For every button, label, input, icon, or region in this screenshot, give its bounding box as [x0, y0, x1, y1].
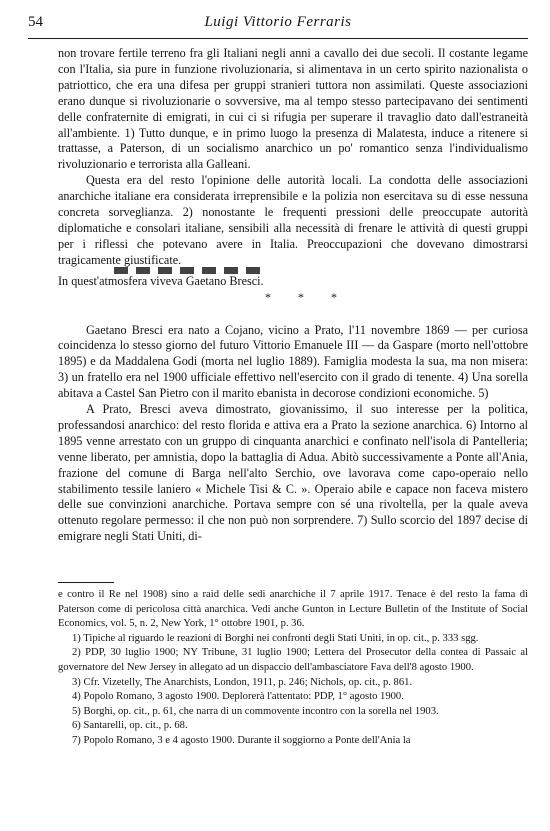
footnote-rule: [58, 582, 114, 583]
footnote-6: 6) Santarelli, op. cit., p. 68.: [72, 720, 188, 732]
paragraph-3: In quest'atmosfera viveva Gaetano Bresci.: [58, 273, 264, 288]
footnote-5: 5) Borghi, op. cit., p. 61, che narra di un commovente incontro con la sorella nel 1903.: [72, 705, 439, 717]
page-header: [28, 12, 528, 39]
footnote-7: 7) Popolo Romano, 3 e 4 agosto 1900. Durante il soggiorno a Ponte dell'Ania la: [72, 734, 411, 746]
footnotes: [58, 582, 528, 749]
paragraph-4: Gaetano Bresci era nato a Cojano, vicino a Prato, l'11 novembre 1869 — per curiosa coincidenza lo stesso giorno del futuro Vittorio Emanuele III — da Gaspare (morto nell'ottobre 1895) e da Maddalena Godi (morta nel luglio 1889). Famiglia modesta la sua, ma non misera: 3) un fratello era nel 1900 ufficiale effettivo nell'esercito con il grado di tenente. 4) Una sorella abitava a Castel San Pietro con il marito ebanista in decorose condizioni economiche. 5): [58, 322, 528, 401]
main-text: [58, 46, 528, 545]
section-break: * * *: [265, 289, 349, 304]
printing-artifact: [114, 267, 266, 274]
page-number: 54: [28, 14, 43, 30]
footnote-4: 4) Popolo Romano, 3 agosto 1900. Deplorerà l'attentato: PDP, 1° agosto 1900.: [72, 691, 404, 703]
footnote-1: 1) Tipiche al riguardo le reazioni di Borghi nei confronti degli Stati Uniti, in op. cit., p. 333 sgg.: [72, 632, 479, 644]
paragraph-2: Questa era del resto l'opinione delle autorità locali. La condotta delle associazioni anarchiche italiane era considerata irreprensibile e la polizia non esercitava su di esse nessuna concreta sorveglianza. 2) nonostante le frequenti pressioni delle preoccupate autorità diplomatiche e consolari italiane, sensibili alla necessità di frenare le attività di questi gruppi per i riflessi che potevano avere in Italia. Preoccupazioni che dovevano dimostrarsi tragicamente giustificate.: [58, 173, 528, 267]
footnote-2: 2) PDP, 30 luglio 1900; NY Tribune, 31 luglio 1900; Lettera del Prosecutor della contea di Passaic al governatore del New Jersey in allegato ad un dispaccio dell'ambasciatore Fava dell'8 agosto 1900.: [58, 647, 528, 673]
paragraph-5: A Prato, Bresci aveva dimostrato, giovanissimo, il suo interesse per la politica, professandosi anarchico: del resto florida e attiva era a Prato la sezione anarchica. 6) Intorno al 1895 venne arrestato con un gruppo di cinquanta anarchici e confinato nell'isola di Pantelleria; venne liberato, per amnistia, dopo la battaglia di Adua. Abitò successivamente a Ponte all'Ania, frazione del comune di Barga nell'alto Serchio, ove lavorava come capo-operaio nello stabilimento tessile laniero « Michele Tisi & C. ». Operaio abile e capace non faceva mistero delle sue convinzioni anarchiche. Portava sempre con sé una rivoltella, per la quale aveva ottenuto regolare permesso: il che non può non sorprendere. 7) Sullo scorcio del 1897 decise di emigrare negli Stati Uniti, di-: [58, 402, 528, 544]
paragraph-1: non trovare fertile terreno fra gli Italiani negli anni a cavallo dei due secoli. Il costante legame con l'Italia, sia pure in funzione rivoluzionaria, si alimentava in un certo spirito nazionalista o patriottico, che era una difesa per gruppi stranieri tuttora non assimilati. Queste associazioni erano dunque si rivoluzionarie o sovversive, ma al tempo stesso partecipavano dei sentimenti delle confraternite di emigrati, in cui ci si rifugia per superare il travaglio dato dall'estraneità all'ambiente. 1) Tutto dunque, e in primo luogo la presenza di Malatesta, induce a ritenere si trattasse, a Paterson, di un socialismo anarchico un po' romantico senza l'individualismo rivoluzionario e terrorista alla Galleani.: [58, 46, 528, 172]
footnote-continuation: e contro il Re nel 1908) sino a raid delle sedi anarchiche il 7 aprile 1917. Tenace è del resto la fama di Paterson come di pericolosa città anarchica. Vedi anche Gunton in Lecture Bulletin of the Institute of Social Economics, vol. 5, n. 2, New York, 1° ottobre 1901, p. 36.: [58, 589, 528, 630]
running-title: Luigi Vittorio Ferraris: [204, 14, 352, 30]
footnote-3: 3) Cfr. Vizetelly, The Anarchists, London, 1911, p. 246; Nichols, op. cit., p. 861.: [72, 676, 413, 688]
